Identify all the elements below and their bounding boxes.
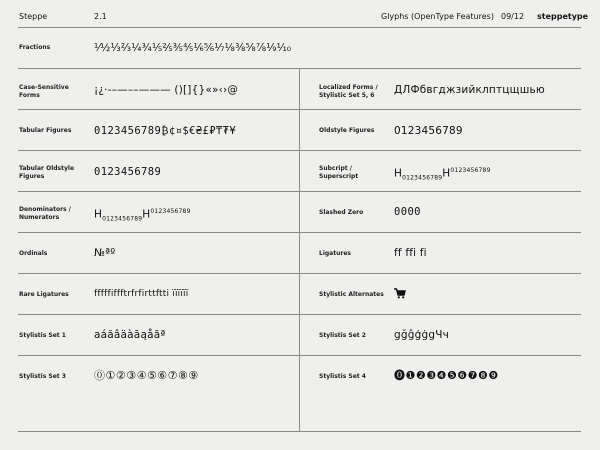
superscript-digits: 0123456789 — [450, 167, 491, 174]
denominator-digits: 0123456789 — [102, 215, 143, 223]
feature-label: Oldstyle Figures — [319, 127, 375, 134]
divider — [18, 27, 581, 28]
feature-label: Stylistis Set 1 — [19, 332, 66, 339]
glyph-sample: ⓪①②③④⑤⑥⑦⑧⑨ — [94, 369, 199, 382]
page-number: 09/12 — [501, 12, 525, 21]
glyph-sample: 0123456789 — [94, 166, 162, 178]
base-glyph: H — [142, 208, 151, 221]
glyph-sample: 0123456789₿¢¤$€₴£₽₸₮¥ — [94, 125, 237, 137]
feature-label: Ordinals — [19, 250, 48, 257]
base-glyph: H — [94, 208, 103, 221]
glyph-sample: 0000 — [394, 206, 421, 218]
feature-label: Stylistic Alternates — [319, 291, 384, 298]
feature-label: Slashed Zero — [319, 209, 364, 216]
divider — [18, 431, 581, 432]
feature-label: Ligatures — [319, 250, 351, 257]
glyph-sample: aáăâäàāąåãª — [94, 329, 166, 341]
subscript-digits: 0123456789 — [402, 174, 443, 182]
feature-label: Rare Ligatures — [19, 291, 69, 298]
feature-label: Localized Forms / Stylistic Set 5, 6 — [319, 84, 378, 99]
glyph-sample: ⅟½⅓⅔¼¾⅕⅖⅗⅘⅙⅚⅐⅛⅜⅝⅞⅑⅒ — [94, 42, 292, 54]
feature-label: Fractions — [19, 44, 51, 51]
feature-label: Stylistis Set 2 — [319, 332, 366, 339]
feature-label: Subcript / Superscript — [319, 165, 359, 180]
column-divider — [299, 68, 300, 431]
feature-label: Stylistis Set 4 — [319, 373, 366, 380]
glyph-sample: gğĝģġgЧч — [394, 329, 449, 341]
glyph-sample — [394, 164, 491, 186]
glyph-sample: fffffiffftrfrfirttftti ïïïïïï — [94, 289, 189, 299]
glyph-sample: ДЛФбвгджзийклптцщшью — [394, 84, 545, 96]
glyph-sample: ⓿❶❷❸❹❺❻❼❽❾ — [394, 369, 499, 382]
foundry-name: steppetype — [537, 12, 589, 21]
numerator-digits: 0123456789 — [150, 208, 191, 215]
feature-label: Tabular Oldstyle Figures — [19, 165, 75, 180]
page-header — [0, 0, 600, 30]
shopping-cart-icon — [394, 288, 406, 299]
page-title: Glyphs (OpenType Features) — [381, 12, 494, 21]
glyph-sample: №ªº — [94, 247, 116, 259]
feature-label: Stylistis Set 3 — [19, 373, 66, 380]
glyph-sample: ff ffi fi — [394, 247, 427, 259]
base-glyph: H — [442, 167, 451, 180]
glyph-sample: ¡¿·‐–—––——— ()[]{}«»‹›@ — [94, 84, 239, 96]
brand-name: Steppe — [19, 12, 48, 21]
feature-label: Tabular Figures — [19, 127, 72, 134]
feature-label: Case-Sensitive Forms — [19, 84, 69, 99]
base-glyph: H — [394, 167, 403, 180]
glyph-sample — [94, 205, 191, 227]
feature-label: Denominators / Numerators — [19, 206, 71, 221]
glyph-sample: 0123456789 — [394, 125, 463, 137]
section-number: 2.1 — [94, 12, 107, 21]
